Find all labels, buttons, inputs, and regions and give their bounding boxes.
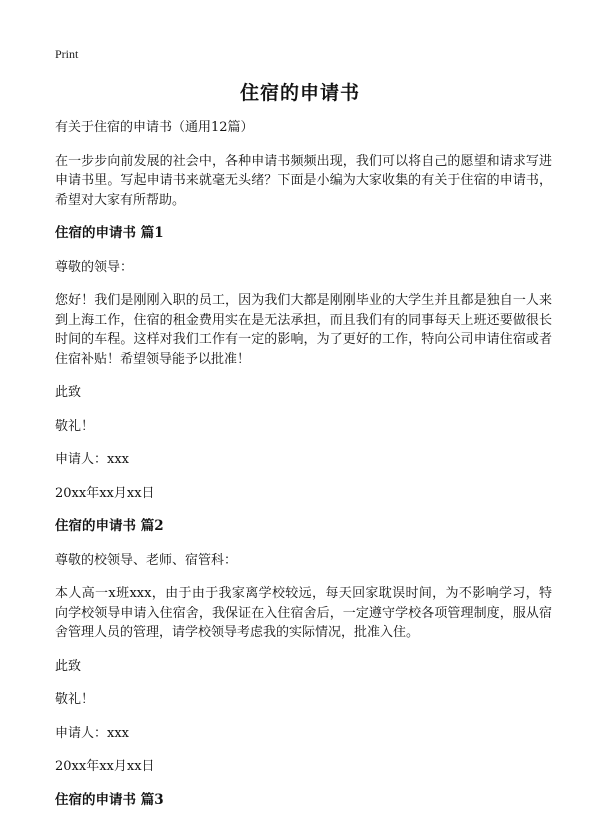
intro-paragraph: 在一步步向前发展的社会中，各种申请书频频出现，我们可以将自己的愿望和请求写进申请书里。写起申请书来就毫无头绪？下面是小编为大家收集的有关于住宿的申请书，希望对大家有所帮助。 [55,153,552,208]
applicant-line: 申请人：xxx [55,452,129,467]
section-2 [55,517,552,777]
date-line: 20xx年xx月xx日 [55,759,155,774]
closing-line: 此致 [55,658,82,674]
section-heading: 住宿的申请书 篇3 [55,791,164,808]
section-3 [55,791,552,811]
page-title: 住宿的申请书 [239,82,360,104]
salutation: 尊敬的校领导、老师、宿管科： [55,552,238,568]
closing-regards: 敬礼！ [55,418,95,434]
closing-line: 此致 [55,385,82,400]
document-content [55,118,552,824]
body-paragraph: 本人高一x班xxx，由于由于我家离学校较远，每天回家耽误时间，为不影响学习，特向学校领导申请入住宿舍，我保证在入住宿舍后，一定遵守学校各项管理制度，服从宿舍管理人员的管理，请学校领导考虑我的实际情况，批准入住。 [55,586,552,640]
section-heading: 住宿的申请书 篇2 [55,518,164,534]
date-line: 20xx年xx月xx日 [55,485,155,501]
section-heading: 住宿的申请书 篇1 [55,225,164,241]
document-subtitle: 有关于住宿的申请书（通用12篇） [55,120,254,135]
section-1 [55,224,552,503]
salutation: 尊敬的领导： [55,259,134,275]
closing-regards: 敬礼！ [55,692,95,707]
body-paragraph: 您好！我们是刚刚入职的员工，因为我们大都是刚刚毕业的大学生并且都是独自一人来到上海工作，住宿的租金费用实在是无法承担，而且我们有的同事每天上班还要做很长时间的车程。这样对我们工作有一定的影响，为了更好的工作，特向公司申请住宿或者住宿补贴！希望领导能予以批准！ [55,293,552,367]
print-link[interactable]: Print [55,47,79,61]
applicant-line: 申请人：xxx [55,725,129,741]
